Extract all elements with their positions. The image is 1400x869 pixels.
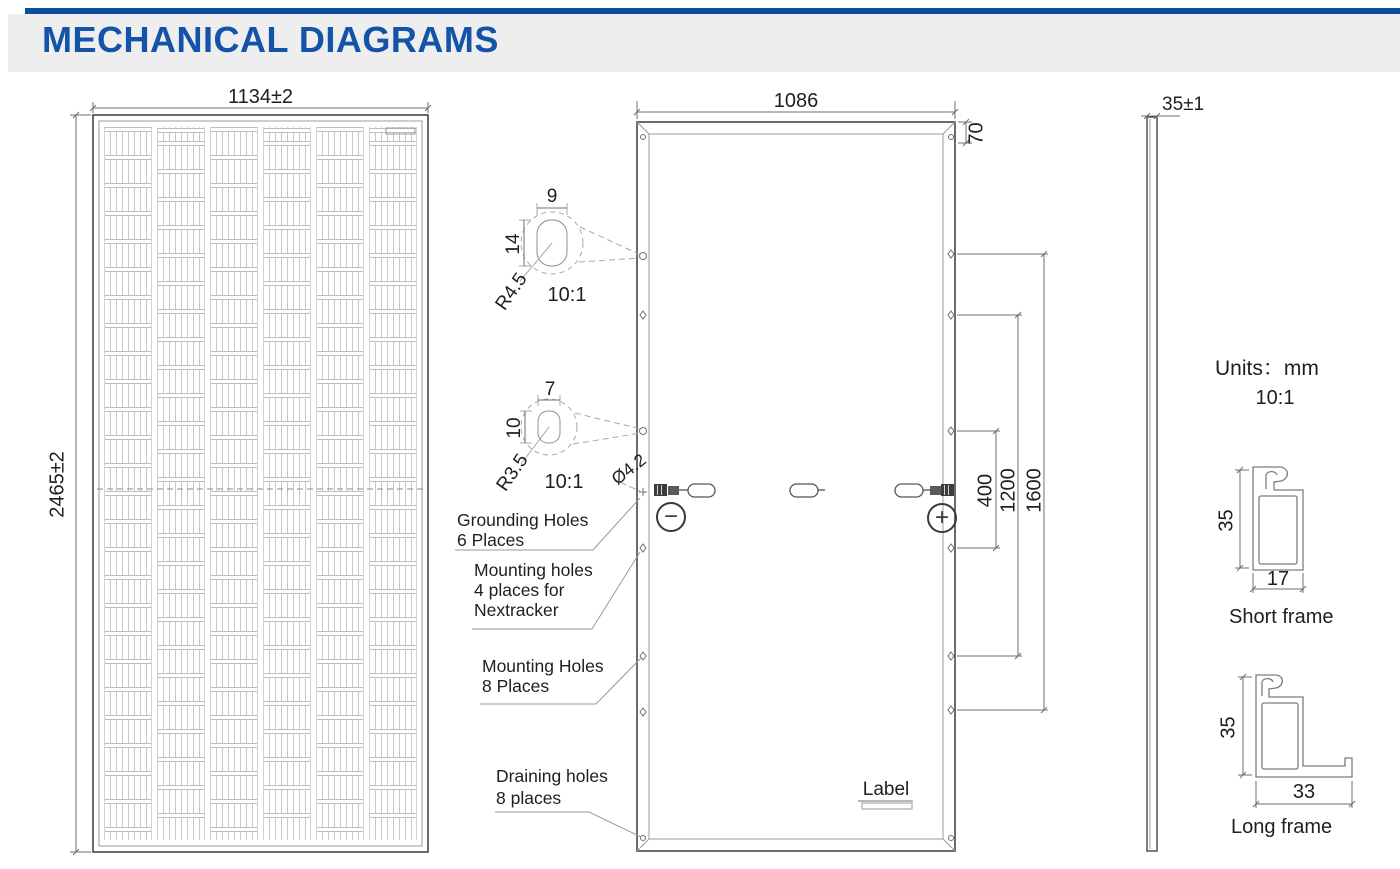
back-top-offset-dimension: 70 (965, 122, 988, 145)
minus-polarity-icon: − (656, 502, 686, 532)
page-title: MECHANICAL DIAGRAMS (42, 19, 499, 60)
short-frame-height-dimension: 35 (1215, 509, 1238, 532)
long-frame-height-dimension: 35 (1217, 716, 1240, 739)
units-scale-note: 10:1 (1255, 387, 1295, 409)
long-frame-width-dimension: 33 (1292, 781, 1316, 803)
detail-bottom-radius-dimension: R3.5 (492, 450, 533, 496)
cell-column (263, 127, 311, 840)
back-view-outline (637, 122, 955, 851)
detail-top-scale: 10:1 (547, 284, 587, 306)
front-view-cell-grid (104, 127, 417, 840)
front-width-dimension: 1134±2 (227, 86, 294, 108)
hole-span-1600-dimension: 1600 (1023, 468, 1046, 513)
side-view-outline (1147, 117, 1157, 851)
draining-holes-callout: Draining holes 8 places (496, 766, 608, 808)
hole-span-1200-dimension: 1200 (997, 468, 1020, 513)
front-height-dimension: 2465±2 (46, 451, 69, 518)
back-view-frame-lines (637, 122, 955, 851)
long-frame-profile (1256, 675, 1352, 777)
detail-callout-top (519, 203, 641, 281)
short-frame-width-dimension: 17 (1266, 568, 1290, 590)
detail-bottom-width-dimension: 7 (544, 379, 556, 400)
detail-top-radius-dimension: R4.5 (491, 269, 532, 315)
short-frame-label: Short frame (1229, 606, 1334, 628)
cell-column (369, 127, 417, 840)
grounding-holes-callout: Grounding Holes 6 Places (457, 510, 589, 550)
back-view-dimension-lines (634, 101, 1048, 713)
back-width-dimension: 1086 (773, 90, 819, 112)
detail-bottom-height-dimension: 10 (504, 417, 525, 439)
cell-column (316, 127, 364, 840)
side-thickness-dimension: 35±1 (1162, 94, 1205, 115)
detail-top-height-dimension: 14 (503, 233, 524, 255)
hole-span-400-dimension: 400 (974, 473, 997, 508)
mounting-holes-callout: Mounting Holes 8 Places (482, 656, 604, 696)
label-marks (858, 801, 913, 809)
short-frame-profile (1253, 467, 1303, 570)
detail-top-width-dimension: 9 (546, 186, 558, 207)
cell-column (210, 127, 258, 840)
units-note: Units：mm (1215, 357, 1319, 380)
cell-column (157, 127, 205, 840)
nameplate-label: Label (862, 779, 910, 800)
back-view-holes (639, 135, 954, 841)
detail-bottom-scale: 10:1 (544, 471, 584, 493)
long-frame-label: Long frame (1231, 816, 1333, 838)
side-view-detail (1141, 113, 1180, 849)
plus-polarity-icon: + (927, 503, 957, 533)
cable-connectors (654, 484, 954, 497)
mounting-nextracker-callout: Mounting holes 4 places for Nextracker (474, 560, 593, 620)
grounding-hole-diameter: Ø4.2 (607, 449, 650, 489)
cell-column (104, 127, 152, 840)
